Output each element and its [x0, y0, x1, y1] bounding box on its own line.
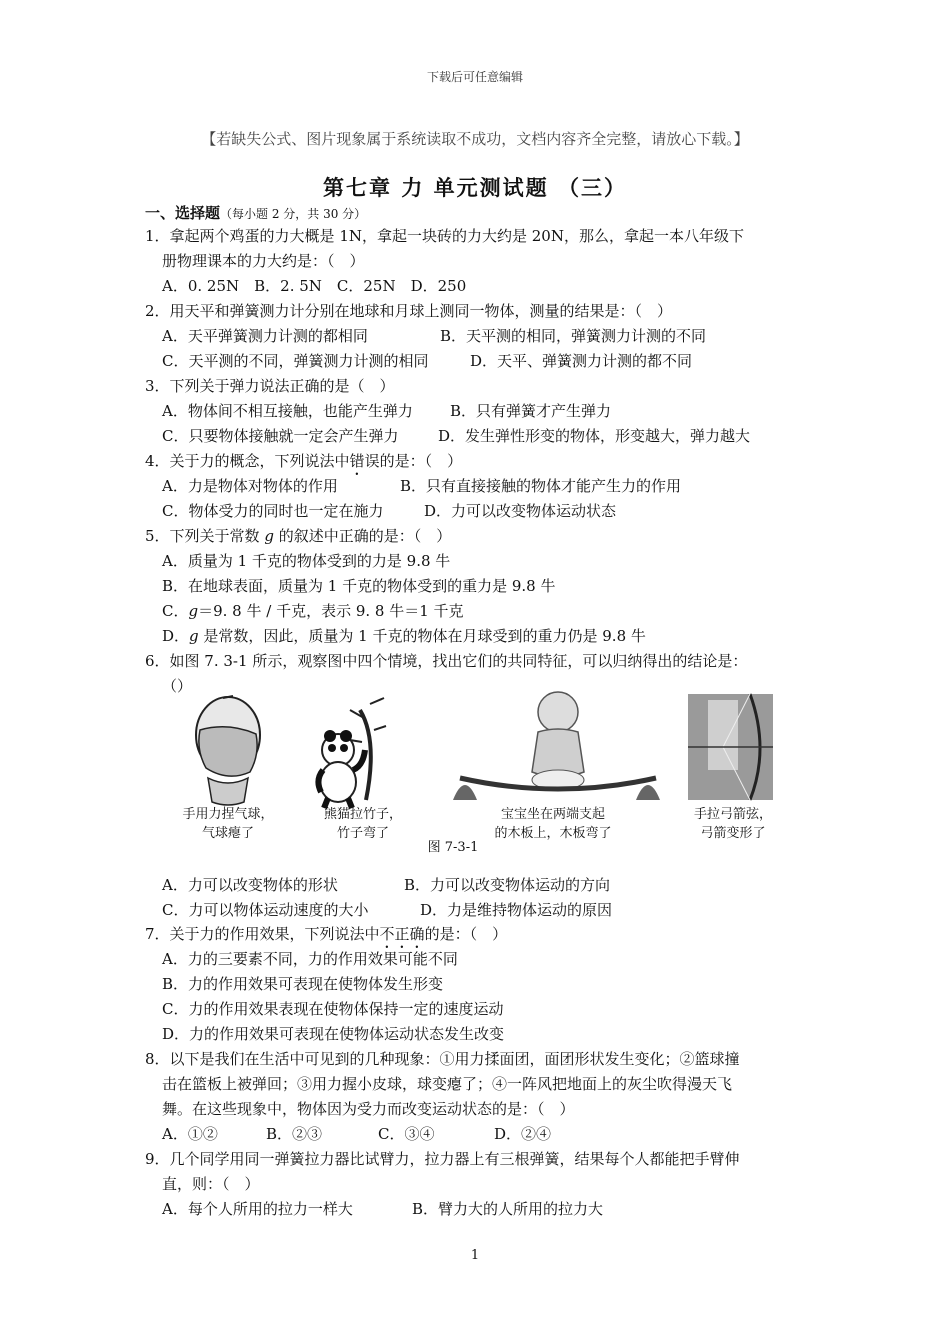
- q8-option-a: A．①②: [162, 1125, 218, 1143]
- q3-option-b: B．只有弹簧才产生弹力: [450, 402, 612, 420]
- baby-board-illustration: [453, 692, 660, 800]
- q5-stem-pre: 5．下列关于常数: [145, 527, 265, 545]
- q5-option-d-g: g: [189, 627, 199, 645]
- q9-option-b: B．臂力大的人所用的拉力大: [412, 1200, 604, 1218]
- q6-option-b: B．力可以改变物体运动的方向: [404, 876, 611, 894]
- q5-option-c-prefix: C．: [162, 602, 189, 620]
- q7-stem-pre: 7．关于力的作用效果，下列说法中: [145, 925, 380, 943]
- archer-bow-illustration: [688, 694, 773, 800]
- q8-option-b: B．②③: [266, 1125, 323, 1143]
- figure-7-3-1: [178, 690, 788, 860]
- q4-emphasis: 错: [349, 452, 365, 470]
- q3-option-c: C．只要物体接触就一定会产生弹力: [162, 427, 399, 445]
- q5-option-d-prefix: D．: [162, 627, 190, 645]
- q2-option-a: A．天平弹簧测力计测的都相同: [162, 327, 368, 345]
- caption-panda-line1: 熊猫拉竹子，: [323, 807, 402, 822]
- figure-caption-bow: [678, 805, 788, 843]
- q7-option-b: B．力的作用效果可表现在使物体发生形变: [162, 975, 444, 993]
- q5-option-a: A．质量为 1 千克的物体受到的力是 9.8 牛: [162, 552, 451, 570]
- document-title: 第七章 力 单元测试题 （三）: [323, 175, 627, 200]
- q4-option-d: D．力可以改变物体运动状态: [424, 502, 617, 520]
- q4-stem-pre: 4．关于力的概念，下列说法中: [145, 452, 350, 470]
- q1-stem-line1: 1．拿起两个鸡蛋的力大概是 1N，拿起一块砖的力大约是 20N，那么，拿起一本八年级下: [145, 227, 744, 245]
- q2-option-b: B．天平测的相同，弹簧测力计测的不同: [440, 327, 707, 345]
- q5-stem: [145, 526, 451, 546]
- q4-option-b: B．只有直接接触的物体才能产生力的作用: [400, 477, 682, 495]
- q2-option-d: D．天平、弹簧测力计测的都不同: [470, 352, 693, 370]
- q8-stem-line3: 舞。在这些现象中，物体因为受力而改变运动状态的是：（ ）: [162, 1100, 575, 1118]
- q6-option-a: A．力可以改变物体的形状: [162, 876, 338, 894]
- q4-stem-post: 误的是：（ ）: [364, 452, 463, 470]
- figure-caption-panda: [313, 805, 413, 843]
- figure-caption-balloon: [178, 805, 278, 843]
- q5-option-c-text: ＝9. 8 牛 / 千克，表示 9. 8 牛＝1 千克: [198, 602, 464, 620]
- q3-option-d: D．发生弹性形变的物体，形变越大，弹力越大: [438, 427, 751, 445]
- q6-stem-line2: （）: [162, 677, 193, 695]
- q2-option-c: C．天平测的不同，弹簧测力计测的相同: [162, 352, 429, 370]
- q9-stem-line1: 9．几个同学用同一弹簧拉力器比试臂力，拉力器上有三根弹簧，结果每个人都能把手臂伸: [145, 1150, 740, 1168]
- caption-panda-line2: 竹子弯了: [336, 826, 389, 841]
- page-number: 1: [470, 1248, 480, 1263]
- caption-balloon-line1: 手用力捏气球，: [182, 807, 274, 822]
- section-note: （每小题 2 分，共 30 分）: [220, 207, 367, 221]
- page-header: 下载后可任意编辑: [426, 70, 523, 84]
- caption-baby-line1: 宝宝坐在两端支起: [500, 807, 605, 822]
- q2-stem: 2．用天平和弹簧测力计分别在地球和月球上测同一物体，测量的结果是：（ ）: [145, 302, 673, 320]
- balloon-illustration: [196, 696, 260, 805]
- q7-stem: [145, 924, 507, 952]
- q1-options: A．0. 25N B．2. 5N C．25N D．250: [162, 277, 467, 295]
- caption-bow-line2: 弓箭变形了: [700, 826, 766, 841]
- section-heading: [145, 203, 366, 224]
- q5-symbol-g: g: [264, 527, 274, 545]
- q7-option-d: D．力的作用效果可表现在使物体运动状态发生改变: [162, 1025, 505, 1043]
- q9-stem-line2: 直，则：（ ）: [162, 1175, 260, 1193]
- panda-bamboo-illustration: [318, 698, 386, 808]
- q7-emphasis: 不正确: [379, 925, 425, 943]
- q7-stem-post: 的是：（ ）: [424, 925, 508, 943]
- figure-label: 图 7-3-1: [427, 840, 479, 855]
- q5-option-c: [162, 601, 464, 621]
- q5-option-c-g: g: [188, 602, 199, 620]
- figure-caption-baby: [478, 805, 628, 843]
- q3-option-a: A．物体间不相互接触，也能产生弹力: [162, 402, 413, 420]
- q7-option-a: A．力的三要素不同，力的作用效果可能不同: [162, 950, 458, 968]
- caption-balloon-line2: 气球瘪了: [201, 826, 254, 841]
- q8-stem-line1: 8．以下是我们在生活中可见到的几种现象：①用力揉面团，面团形状发生变化；②篮球撞: [145, 1050, 740, 1068]
- q4-stem: [145, 451, 462, 479]
- section-label: 一、选择题: [145, 204, 221, 222]
- q4-option-c: C．物体受力的同时也一定在施力: [162, 502, 384, 520]
- caption-baby-line2: 的木板上，木板弯了: [494, 826, 612, 841]
- missing-content-notice: 【若缺失公式、图片现象属于系统读取不成功，文档内容齐全完整，请放心下载。】: [201, 130, 749, 148]
- q3-stem: 3．下列关于弹力说法正确的是（ ）: [145, 377, 395, 395]
- q5-option-d: [162, 626, 646, 646]
- caption-bow-line1: 手拉弓箭弦，: [693, 807, 772, 822]
- q8-option-d: D．②④: [494, 1125, 552, 1143]
- q8-stem-line2: 击在篮板上被弹回；③用力握小皮球，球变瘪了；④一阵风把地面上的灰尘吹得漫天飞: [162, 1075, 733, 1093]
- q5-option-d-text: 是常数，因此，质量为 1 千克的物体在月球受到的重力仍是 9.8 牛: [198, 627, 646, 645]
- q6-option-c: C．力可以物体运动速度的大小: [162, 901, 369, 919]
- q6-option-d: D．力是维持物体运动的原因: [420, 901, 613, 919]
- q5-stem-post: 的叙述中正确的是：（ ）: [273, 527, 452, 545]
- q1-stem-line2: 册物理课本的力大约是：（ ）: [162, 252, 365, 270]
- q9-option-a: A．每个人所用的拉力一样大: [162, 1200, 353, 1218]
- q6-stem-line1: 6．如图 7. 3-1 所示，观察图中四个情境，找出它们的共同特征，可以归纳得出的结论是：: [145, 652, 748, 670]
- q7-option-c: C．力的作用效果表现在使物体保持一定的速度运动: [162, 1000, 504, 1018]
- q4-option-a: A．力是物体对物体的作用: [162, 477, 338, 495]
- q5-option-b: B．在地球表面，质量为 1 千克的物体受到的重力是 9.8 牛: [162, 577, 556, 595]
- q8-option-c: C．③④: [378, 1125, 435, 1143]
